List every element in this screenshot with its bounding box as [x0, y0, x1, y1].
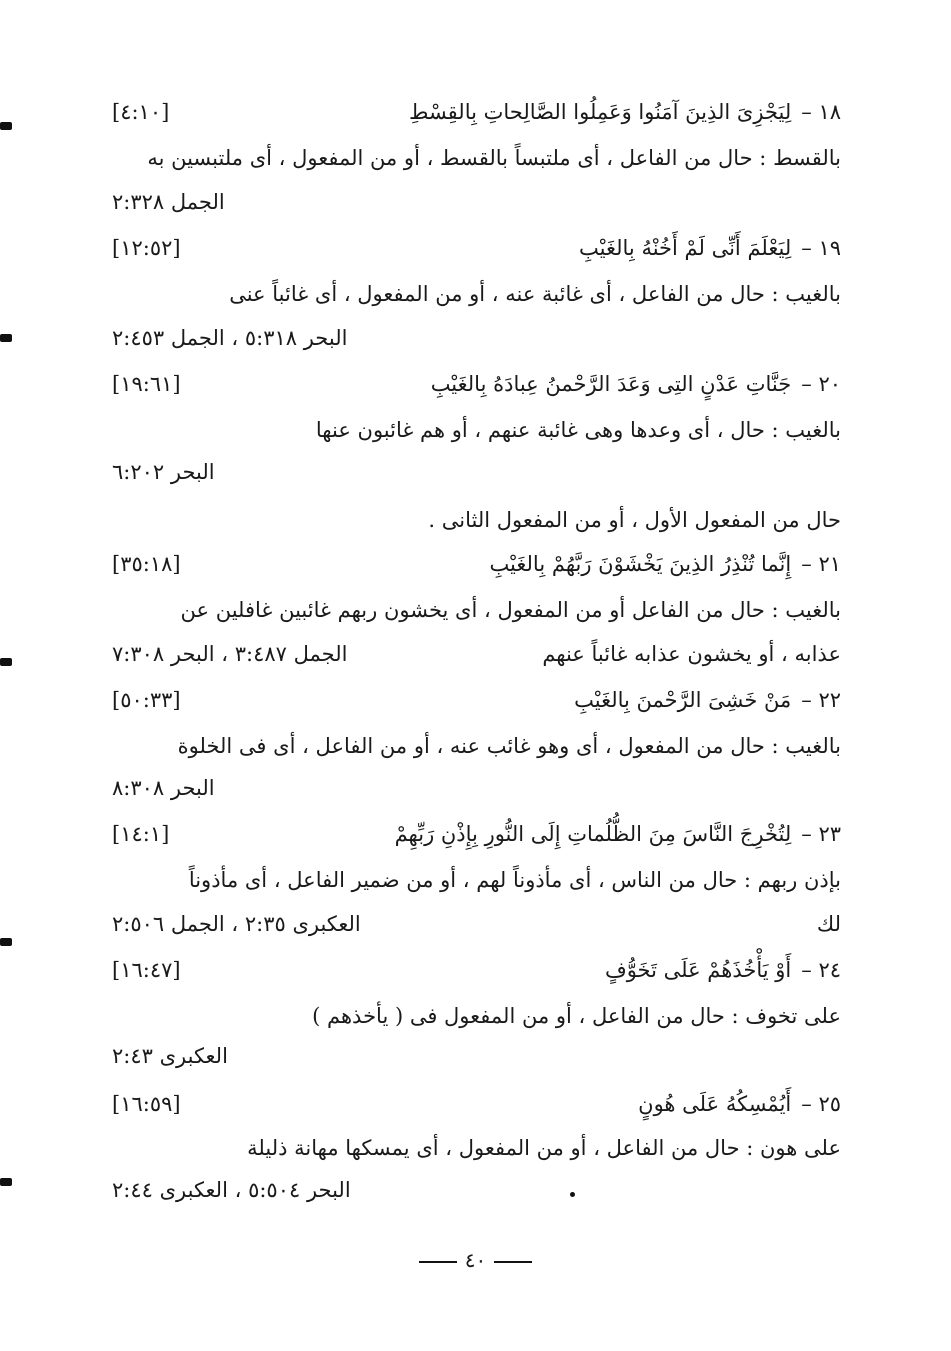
source-citation: العكبرى ٢:٣٥ ، الجمل ٢:٥٠٦ [112, 912, 361, 936]
entry-23-verse-line [112, 822, 841, 858]
commentary-line: بالقسط : حال من الفاعل ، أى ملتبساً بالقسط ، أو من المفعول ، أى ملتبسين به [147, 146, 841, 170]
verse-reference: [١٤:١] [112, 822, 170, 846]
quran-verse: أَوْ يَأْخُذَهُمْ عَلَى تَخَوُّفٍ [604, 958, 792, 982]
quran-verse: أَيُمْسِكُهُ عَلَى هُونٍ [638, 1092, 792, 1116]
entry-20-verse-group [431, 372, 841, 396]
entry-21-verse-group [489, 552, 841, 576]
entry-23-verse-group [395, 822, 841, 846]
commentary-line: على تخوف : حال من الفاعل ، أو من المفعول فى ( يأخذهم ) [312, 1004, 841, 1028]
commentary-line-with-source [112, 642, 841, 678]
verse-reference: [١٢:٥٢] [112, 236, 181, 260]
footer-dash [419, 1261, 457, 1263]
entry-24-verse-line [112, 958, 841, 994]
footer-dash [494, 1261, 532, 1263]
commentary-line: بالغيب : حال من المفعول ، أى وهو غائب عنه ، أو من الفاعل ، أى فى الخلوة [177, 734, 841, 758]
quran-verse: لِتُخْرِجَ النَّاسَ مِنَ الظُّلُماتِ إِلَى النُّورِ بِإِذْنِ رَبِّهِمْ [394, 822, 792, 846]
entry-18-verse-group [409, 100, 841, 124]
source-citation: البحر ٨:٣٠٨ [112, 776, 215, 800]
entry-18-verse-line [112, 100, 841, 136]
commentary-line: بالغيب : حال ، أى وعدها وهى غائبة عنهم ، أو هم غائبون عنها [315, 418, 841, 442]
entry-19-verse-line [112, 236, 841, 272]
entry-19-verse-group [579, 236, 841, 260]
source-citation-line [112, 776, 841, 812]
source-citation-line [112, 1178, 841, 1214]
commentary-line: لك [816, 912, 841, 936]
entry-21-verse-line [112, 552, 841, 588]
entry-number: ٢٢ – [801, 688, 841, 712]
scan-margin-mark [0, 334, 12, 342]
source-citation-line [112, 190, 841, 226]
quran-verse: مَنْ خَشِىَ الرَّحْمنَ بِالغَيْبِ [574, 688, 792, 712]
entry-24-verse-group [605, 958, 841, 982]
verse-reference: [١٦:٤٧] [112, 958, 181, 982]
source-citation: البحر ٦:٢٠٢ [112, 460, 215, 484]
verse-reference: [٤:١٠] [112, 100, 170, 124]
source-citation: البحر ٥:٥٠٤ ، العكبرى ٢:٤٤ [112, 1178, 351, 1202]
commentary-line: على هون : حال من الفاعل ، أو من المفعول ، أى يمسكها مهانة ذليلة [247, 1136, 841, 1160]
entry-22-verse-group [574, 688, 841, 712]
commentary-line-with-source [112, 912, 841, 948]
entry-22-verse-line [112, 688, 841, 724]
scan-margin-mark [0, 1178, 12, 1186]
commentary-line: بإذن ربهم : حال من الناس ، أى مأذوناً لهم ، أو من ضمير الفاعل ، أى مأذوناً [188, 868, 841, 892]
entry-number: ٢٠ – [801, 372, 841, 396]
commentary-continuation: حال من المفعول الأول ، أو من المفعول الثانى . [428, 508, 841, 532]
entry-25-verse-line [112, 1092, 841, 1128]
verse-reference: [١٦:٥٩] [112, 1092, 181, 1116]
quran-verse: لِيَعْلَمَ أَنِّى لَمْ أَخُنْهُ بِالغَيْبِ [579, 236, 792, 260]
verse-reference: [٣٥:١٨] [112, 552, 181, 576]
entry-number: ١٩ – [801, 236, 841, 260]
verse-reference: [٥٠:٣٣] [112, 688, 181, 712]
scan-margin-mark [0, 658, 12, 666]
quran-verse: لِيَجْزِىَ الذِينَ آمَنُوا وَعَمِلُوا الصَّالِحاتِ بِالقِسْطِ [409, 100, 792, 124]
entry-25-verse-group [638, 1092, 841, 1116]
page-number-footer [0, 1248, 951, 1272]
entry-number: ٢٤ – [801, 958, 841, 982]
source-citation-line [112, 326, 841, 362]
quran-verse: إِنَّما تُنْذِرُ الذِينَ يَخْشَوْنَ رَبَّهُمْ بِالغَيْبِ [489, 552, 792, 576]
entry-number: ٢٣ – [801, 822, 841, 846]
commentary-line: بالغيب : حال من الفاعل أو من المفعول ، أى يخشون ربهم غائبين غافلين عن [180, 598, 841, 622]
source-citation: الجمل ٢:٣٢٨ [112, 190, 225, 214]
entry-number: ١٨ – [801, 100, 841, 124]
source-citation-line [112, 1044, 841, 1080]
commentary-line: بالغيب : حال من الفاعل ، أى غائبة عنه ، أو من المفعول ، أى غائباً عنى [229, 282, 841, 306]
verse-reference: [١٩:٦١] [112, 372, 181, 396]
entry-number: ٢٥ – [801, 1092, 841, 1116]
source-citation: البحر ٥:٣١٨ ، الجمل ٢:٤٥٣ [112, 326, 348, 350]
source-citation-line [112, 460, 841, 496]
commentary-line: عذابه ، أو يخشون عذابه غائباً عنهم [542, 642, 841, 666]
scan-margin-mark [0, 122, 12, 130]
entry-20-verse-line [112, 372, 841, 408]
page-number: ٤٠ [464, 1248, 487, 1272]
ink-speck [570, 1192, 575, 1197]
source-citation: العكبرى ٢:٤٣ [112, 1044, 228, 1068]
quran-verse: جَنَّاتِ عَدْنٍ التِى وَعَدَ الرَّحْمنُ عِبادَهُ بِالغَيْبِ [430, 372, 792, 396]
source-citation: الجمل ٣:٤٨٧ ، البحر ٧:٣٠٨ [112, 642, 348, 666]
entry-number: ٢١ – [801, 552, 841, 576]
scan-margin-mark [0, 938, 12, 946]
